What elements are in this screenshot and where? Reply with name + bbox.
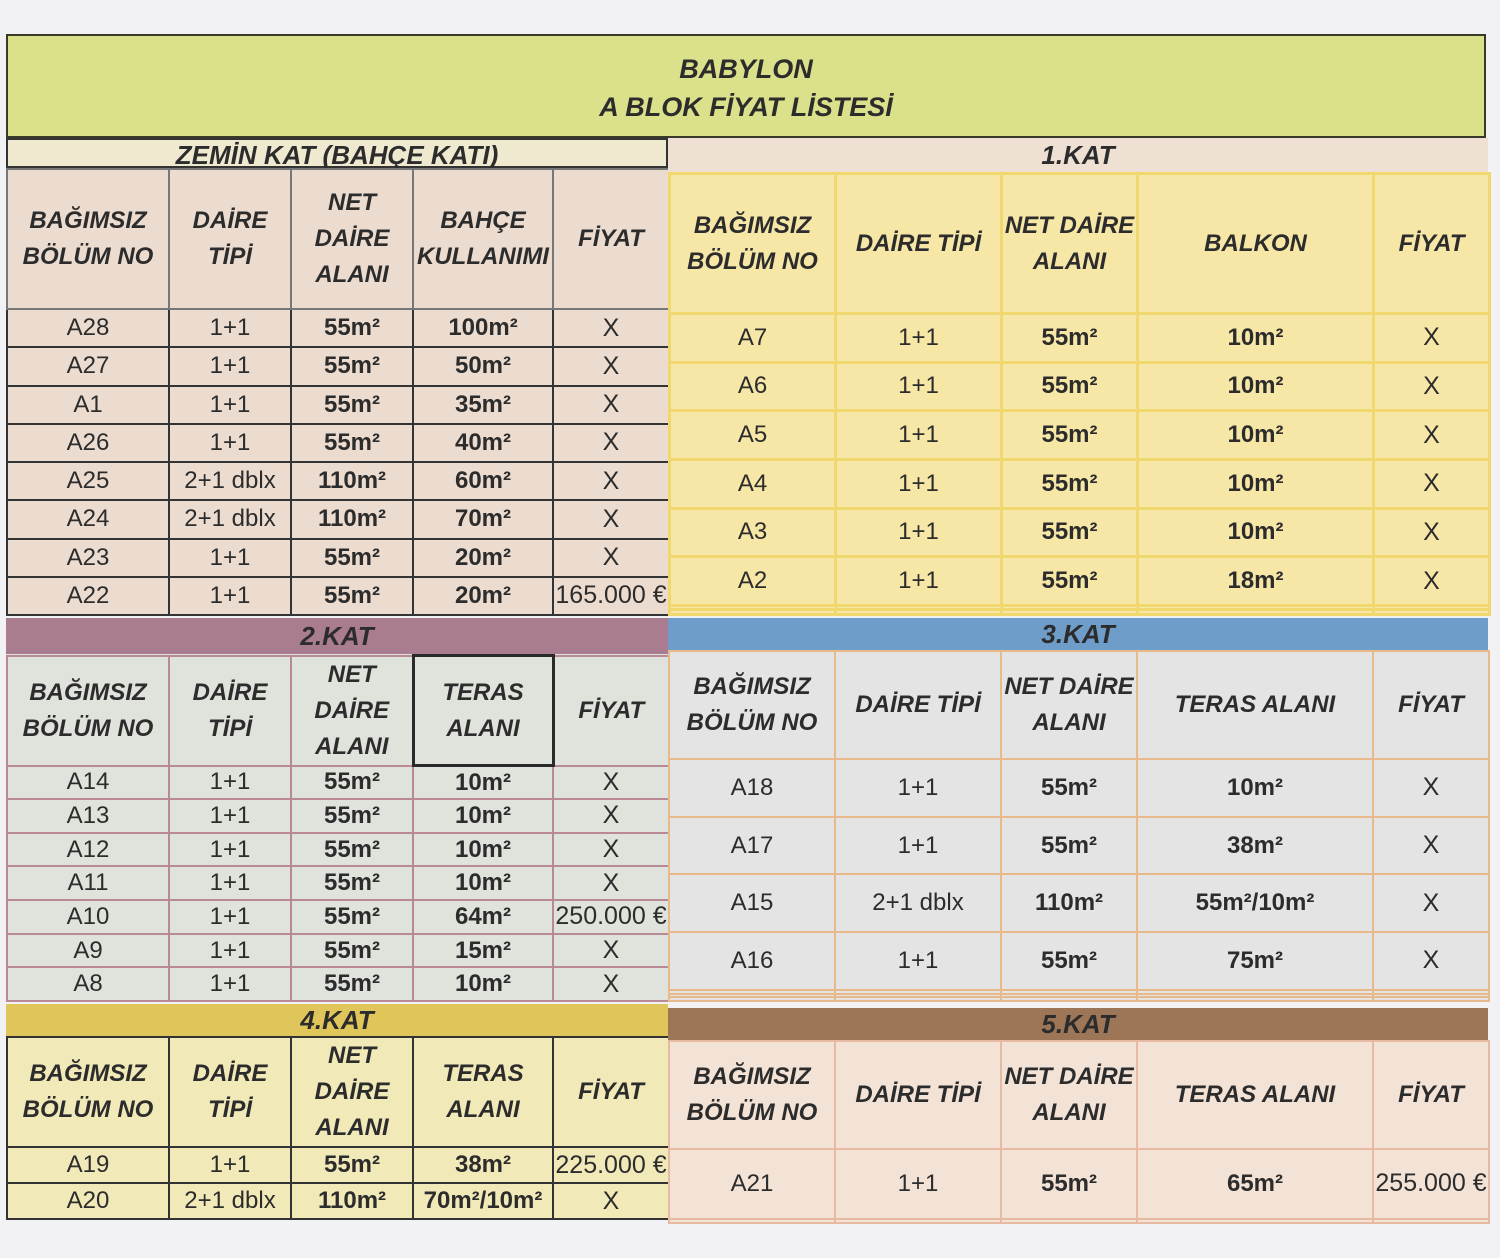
cell-price: X [553, 866, 669, 900]
cell-price: X [1374, 508, 1490, 557]
cell-type: 1+1 [836, 557, 1002, 606]
cell-extra-area: 70m²/10m² [413, 1183, 553, 1219]
title-bar [6, 34, 1486, 138]
cell-net-area: 55m² [291, 424, 413, 462]
column-header-type: DAİRE TİPİ [836, 174, 1002, 314]
cell-extra-area [1137, 997, 1373, 1001]
cell-net-area [1002, 610, 1138, 615]
price-list-title: A BLOK FİYAT LİSTESİ [599, 92, 893, 122]
cell-type: 1+1 [169, 967, 291, 1001]
cell-price: X [553, 347, 669, 385]
cell-net-area: 55m² [1001, 817, 1137, 875]
cell-unit-no: A20 [7, 1183, 169, 1219]
cell-net-area [1001, 997, 1137, 1001]
column-header-extra-area: TERAS ALANI [1137, 651, 1373, 759]
table-row [669, 997, 1489, 1001]
cell-type: 1+1 [169, 539, 291, 577]
kat-1-table [668, 172, 1491, 616]
cell-price: X [1374, 459, 1490, 508]
column-header-type: DAİRE TİPİ [835, 1041, 1001, 1149]
column-header-unit-no: BAĞIMSIZ BÖLÜM NO [7, 656, 169, 766]
column-header-extra-area: BAHÇE KULLANIMI [413, 169, 553, 309]
cell-type: 2+1 dblx [835, 874, 1001, 932]
cell-unit-no: A18 [669, 759, 835, 817]
cell-extra-area: 10m² [413, 866, 553, 900]
header-row [7, 1037, 669, 1147]
cell-unit-no: A11 [7, 866, 169, 900]
cell-price: X [1374, 557, 1490, 606]
cell-unit-no: A24 [7, 500, 169, 538]
cell-type: 1+1 [836, 411, 1002, 460]
cell-type: 1+1 [169, 799, 291, 833]
cell-price: X [553, 799, 669, 833]
cell-extra-area: 60m² [413, 462, 553, 500]
cell-net-area: 110m² [291, 462, 413, 500]
column-header-net-area: NET DAİRE ALANI [291, 656, 413, 766]
cell-extra-area: 75m² [1137, 932, 1373, 990]
cell-net-area: 55m² [1001, 932, 1137, 990]
table-row [669, 1149, 1489, 1219]
cell-net-area: 55m² [291, 539, 413, 577]
cell-price: X [1373, 817, 1489, 875]
column-header-net-area: NET DAİRE ALANI [1002, 174, 1138, 314]
column-header-extra-area: BALKON [1138, 174, 1374, 314]
cell-extra-area: 20m² [413, 577, 553, 615]
cell-extra-area: 65m² [1137, 1149, 1373, 1219]
project-name: BABYLON [679, 54, 813, 84]
column-header-unit-no: BAĞIMSIZ BÖLÜM NO [669, 1041, 835, 1149]
cell-type: 1+1 [836, 314, 1002, 363]
kat-3-table [668, 650, 1490, 1002]
cell-unit-no: A5 [670, 411, 836, 460]
table-row [7, 866, 669, 900]
cell-price: X [553, 500, 669, 538]
column-header-price: FİYAT [1374, 174, 1490, 314]
cell-unit-no: A28 [7, 309, 169, 347]
cell-net-area: 55m² [1002, 411, 1138, 460]
cell-type [835, 1219, 1001, 1224]
floor-heading: 3.KAT [668, 618, 1488, 650]
cell-unit-no: A25 [7, 462, 169, 500]
cell-net-area [1001, 1219, 1137, 1224]
table-row [7, 967, 669, 1001]
column-header-price: FİYAT [553, 169, 669, 309]
table-row [7, 309, 669, 347]
column-header-type: DAİRE TİPİ [835, 651, 1001, 759]
cell-price: 250.000 € [553, 900, 669, 934]
table-row [7, 500, 669, 538]
floor-heading: 4.KAT [6, 1004, 668, 1036]
cell-extra-area: 35m² [413, 386, 553, 424]
cell-unit-no [669, 1219, 835, 1224]
cell-price: X [1374, 411, 1490, 460]
table-row [7, 833, 669, 867]
cell-unit-no: A22 [7, 577, 169, 615]
cell-net-area: 55m² [291, 934, 413, 968]
section-kat-5 [668, 1008, 1488, 1224]
table-row [7, 934, 669, 968]
cell-type: 1+1 [835, 1149, 1001, 1219]
cell-unit-no: A14 [7, 766, 169, 800]
header-row [670, 174, 1490, 314]
cell-net-area: 55m² [291, 900, 413, 934]
column-header-unit-no: BAĞIMSIZ BÖLÜM NO [7, 169, 169, 309]
section-kat-2 [6, 618, 668, 1002]
zemin-kat-table [6, 168, 670, 616]
kat-4-table [6, 1036, 670, 1220]
cell-extra-area: 10m² [413, 799, 553, 833]
table-row [7, 799, 669, 833]
cell-type: 2+1 dblx [169, 500, 291, 538]
table-row [669, 759, 1489, 817]
cell-net-area: 55m² [1002, 557, 1138, 606]
cell-net-area: 55m² [1001, 759, 1137, 817]
cell-extra-area: 15m² [413, 934, 553, 968]
table-row [669, 817, 1489, 875]
table-row [7, 900, 669, 934]
cell-unit-no: A21 [669, 1149, 835, 1219]
column-header-price: FİYAT [1373, 1041, 1489, 1149]
cell-unit-no: A4 [670, 459, 836, 508]
cell-net-area: 55m² [291, 967, 413, 1001]
cell-net-area: 110m² [291, 500, 413, 538]
cell-extra-area: 10m² [1138, 314, 1374, 363]
table-row [670, 362, 1490, 411]
cell-type: 2+1 dblx [169, 1183, 291, 1219]
floor-heading: 2.KAT [6, 618, 668, 654]
cell-net-area: 55m² [291, 1147, 413, 1183]
cell-extra-area: 10m² [1137, 759, 1373, 817]
table-row [670, 610, 1490, 615]
table-row [670, 459, 1490, 508]
cell-extra-area [1138, 610, 1374, 615]
cell-price [1373, 997, 1489, 1001]
cell-extra-area [1137, 1219, 1373, 1224]
column-header-price: FİYAT [1373, 651, 1489, 759]
cell-price: X [1373, 759, 1489, 817]
cell-extra-area: 38m² [1137, 817, 1373, 875]
cell-unit-no: A16 [669, 932, 835, 990]
cell-type: 1+1 [169, 1147, 291, 1183]
column-header-net-area: NET DAİRE ALANI [1001, 651, 1137, 759]
cell-price: X [553, 967, 669, 1001]
table-row [7, 386, 669, 424]
cell-price [1374, 610, 1490, 615]
column-header-extra-area: TERAS ALANI [413, 1037, 553, 1147]
table-row [7, 424, 669, 462]
column-header-unit-no: BAĞIMSIZ BÖLÜM NO [669, 651, 835, 759]
cell-price: X [1374, 314, 1490, 363]
column-header-net-area: NET DAİRE ALANI [291, 1037, 413, 1147]
column-header-unit-no: BAĞIMSIZ BÖLÜM NO [7, 1037, 169, 1147]
cell-extra-area: 18m² [1138, 557, 1374, 606]
cell-extra-area: 100m² [413, 309, 553, 347]
floor-heading: 1.KAT [668, 138, 1488, 172]
table-row [669, 1219, 1489, 1224]
cell-type: 1+1 [836, 508, 1002, 557]
table-row [670, 411, 1490, 460]
section-kat-1 [668, 138, 1488, 616]
cell-net-area: 55m² [291, 866, 413, 900]
cell-extra-area: 64m² [413, 900, 553, 934]
cell-unit-no: A8 [7, 967, 169, 1001]
cell-net-area: 55m² [291, 386, 413, 424]
cell-price: X [553, 934, 669, 968]
cell-type: 1+1 [169, 900, 291, 934]
section-kat-3 [668, 618, 1488, 1002]
cell-unit-no: A27 [7, 347, 169, 385]
cell-extra-area: 10m² [413, 766, 553, 800]
cell-unit-no [670, 610, 836, 615]
cell-price: 165.000 € [553, 577, 669, 615]
cell-price: X [553, 539, 669, 577]
table-row [670, 508, 1490, 557]
cell-extra-area: 70m² [413, 500, 553, 538]
cell-type [835, 997, 1001, 1001]
cell-net-area: 55m² [1002, 508, 1138, 557]
cell-type: 1+1 [169, 833, 291, 867]
cell-price: X [1373, 932, 1489, 990]
table-row [7, 462, 669, 500]
table-row [670, 557, 1490, 606]
cell-extra-area: 10m² [413, 967, 553, 1001]
cell-net-area: 55m² [291, 799, 413, 833]
cell-net-area: 55m² [291, 766, 413, 800]
cell-net-area: 55m² [291, 577, 413, 615]
table-row [7, 347, 669, 385]
cell-price: X [553, 462, 669, 500]
cell-unit-no: A7 [670, 314, 836, 363]
cell-extra-area: 38m² [413, 1147, 553, 1183]
table-row [7, 1183, 669, 1219]
cell-type: 1+1 [169, 866, 291, 900]
header-row [7, 169, 669, 309]
header-row [669, 1041, 1489, 1149]
column-header-net-area: NET DAİRE ALANI [1001, 1041, 1137, 1149]
cell-net-area: 55m² [291, 347, 413, 385]
cell-net-area: 55m² [1002, 314, 1138, 363]
cell-price: X [553, 766, 669, 800]
cell-type: 1+1 [169, 386, 291, 424]
cell-unit-no: A15 [669, 874, 835, 932]
cell-unit-no: A12 [7, 833, 169, 867]
cell-type: 1+1 [169, 577, 291, 615]
cell-price: 225.000 € [553, 1147, 669, 1183]
cell-type: 1+1 [169, 424, 291, 462]
cell-unit-no: A9 [7, 934, 169, 968]
cell-type: 1+1 [169, 309, 291, 347]
header-row [669, 651, 1489, 759]
cell-type: 2+1 dblx [169, 462, 291, 500]
cell-extra-area: 50m² [413, 347, 553, 385]
cell-price: X [553, 424, 669, 462]
cell-type: 1+1 [169, 934, 291, 968]
cell-price: X [1373, 874, 1489, 932]
cell-type: 1+1 [169, 766, 291, 800]
cell-type: 1+1 [836, 362, 1002, 411]
cell-type: 1+1 [169, 347, 291, 385]
cell-net-area: 55m² [1002, 362, 1138, 411]
cell-unit-no: A13 [7, 799, 169, 833]
cell-price [1373, 1219, 1489, 1224]
table-row [669, 932, 1489, 990]
cell-extra-area: 10m² [1138, 411, 1374, 460]
cell-type: 1+1 [835, 759, 1001, 817]
cell-unit-no: A19 [7, 1147, 169, 1183]
cell-extra-area: 10m² [1138, 362, 1374, 411]
section-zemin-kat [6, 138, 668, 616]
cell-unit-no: A6 [670, 362, 836, 411]
cell-type: 1+1 [835, 932, 1001, 990]
cell-price: X [553, 386, 669, 424]
table-row [7, 539, 669, 577]
cell-net-area: 55m² [291, 309, 413, 347]
column-header-extra-area: TERAS ALANI [1137, 1041, 1373, 1149]
kat-5-table [668, 1040, 1490, 1224]
cell-extra-area: 10m² [1138, 508, 1374, 557]
cell-type [836, 610, 1002, 615]
cell-price: 255.000 € [1373, 1149, 1489, 1219]
cell-type: 1+1 [836, 459, 1002, 508]
cell-price: X [553, 309, 669, 347]
cell-price: X [1374, 362, 1490, 411]
cell-net-area: 55m² [1001, 1149, 1137, 1219]
table-row [669, 874, 1489, 932]
header-row [7, 656, 669, 766]
cell-price: X [553, 833, 669, 867]
table-row [7, 577, 669, 615]
cell-extra-area: 20m² [413, 539, 553, 577]
price-list-sheet [6, 34, 1488, 1224]
cell-extra-area: 10m² [413, 833, 553, 867]
cell-unit-no: A2 [670, 557, 836, 606]
column-header-type: DAİRE TİPİ [169, 1037, 291, 1147]
floor-heading: ZEMİN KAT (BAHÇE KATI) [6, 138, 668, 168]
column-header-unit-no: BAĞIMSIZ BÖLÜM NO [670, 174, 836, 314]
table-row [7, 1147, 669, 1183]
cell-extra-area: 55m²/10m² [1137, 874, 1373, 932]
cell-unit-no: A3 [670, 508, 836, 557]
cell-unit-no: A10 [7, 900, 169, 934]
cell-net-area: 55m² [291, 833, 413, 867]
kat-2-table [6, 654, 670, 1002]
cell-net-area: 55m² [1002, 459, 1138, 508]
column-header-net-area: NET DAİRE ALANI [291, 169, 413, 309]
cell-unit-no: A17 [669, 817, 835, 875]
cell-net-area: 110m² [1001, 874, 1137, 932]
cell-unit-no: A23 [7, 539, 169, 577]
cell-unit-no: A1 [7, 386, 169, 424]
cell-type: 1+1 [835, 817, 1001, 875]
column-header-price: FİYAT [553, 656, 669, 766]
section-kat-4 [6, 1004, 668, 1220]
column-header-type: DAİRE TİPİ [169, 169, 291, 309]
cell-extra-area: 10m² [1138, 459, 1374, 508]
column-header-extra-area: TERAS ALANI [413, 656, 553, 766]
cell-unit-no [669, 997, 835, 1001]
cell-unit-no: A26 [7, 424, 169, 462]
floor-heading: 5.KAT [668, 1008, 1488, 1040]
column-header-type: DAİRE TİPİ [169, 656, 291, 766]
table-row [7, 766, 669, 800]
cell-price: X [553, 1183, 669, 1219]
column-header-price: FİYAT [553, 1037, 669, 1147]
cell-net-area: 110m² [291, 1183, 413, 1219]
table-row [670, 314, 1490, 363]
cell-extra-area: 40m² [413, 424, 553, 462]
